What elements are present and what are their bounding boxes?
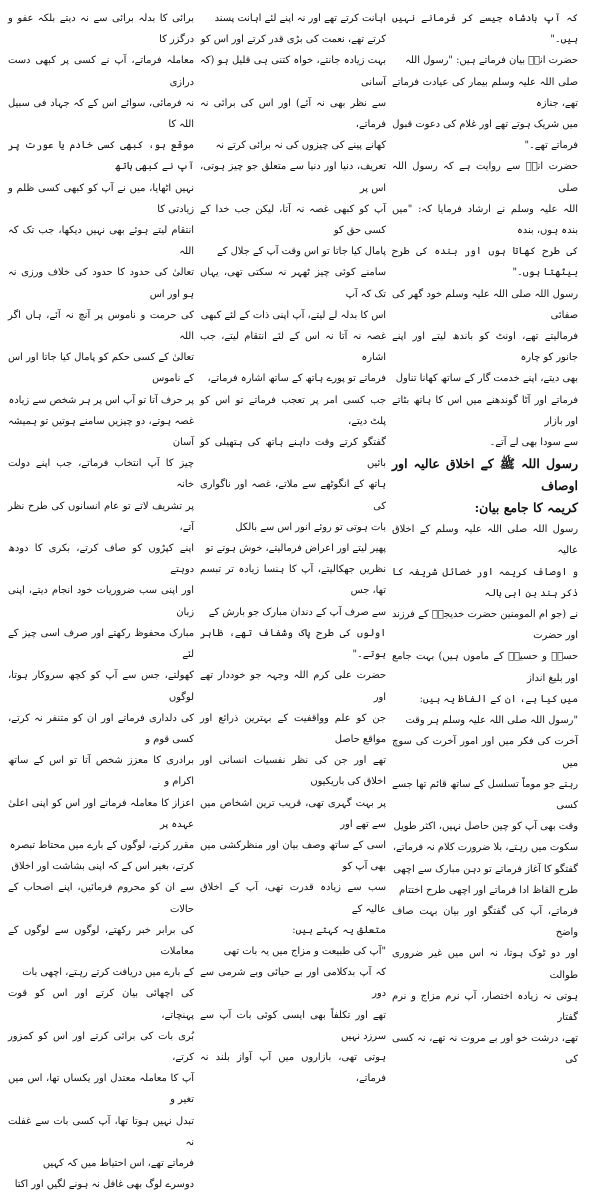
paragraph: حضرت علی کرم اللہ وجہہ جو خوددار تھے اور جن کو علم وواقفیت کے بہترین ذرائع اور مواقع حاصل تھے اور جن کی نظر نفسیات انسانی اور اخلاق کی باریکیوں پر بہت گہری تھی، قریب ترین اشخاص میں سے تھے اور اسی کے ساتھ وصف بیان اور منظرکشی میں بھی آپ کو سب سے زیادہ قدرت تھی، آپ کے اخلاق عالیہ کے متعلق یہ کہتے ہیں: <box>200 670 386 936</box>
column-right <box>392 8 578 1066</box>
paragraph: اہانت کرتے تھے اور نہ اپنے لئے اہانت پسند کرتے تھے، نعمت کی بڑی قدر کرتے اور اس کو بہت زیادہ جانتے، خواہ کتنی ہی قلیل ہو (کہ آسانی سے نظر بھی نہ آئے) اور اس کی برائی نہ فرماتے، کھانے پینے کی چیزوں کی نہ برائی کرتے نہ تعریف، دنیا اور دنیا سے متعلق جو چیز ہوتی، اس پر آپ کو کبھی غصہ نہ آتا، لیکن جب خدا کے کسی حق کو پامال کیا جاتا تو اس وقت آپ کے جلال کے سامنے کوئی چیز ٹھہر نہ سکتی تھی، یہاں تک کہ آپ اس کا بدلہ لے لیتے، آپ اپنی ذات کے لئے کبھی غصہ نہ آتا نہ اس کے لئے انتقام لیتے، جب اشارہ فرماتے تو پورے ہاتھ کے ساتھ اشارہ فرماتے، جب کسی امر پر تعجب فرماتے تو اس کو پلٹ دیتے، گفتگو کرتے وقت داہنے ہاتھ کی ہتھیلی کو بائیں ہاتھ کے انگوٹھے سے ملاتے، غصہ اور ناگواری کی بات ہوتی تو روئے انور اس سے بالکل پھیر لیتے اور اعراض فرمالیتے، خوش ہوتے تو نظریں جھکالیتے، آپ کا ہنسا زیادہ تر تبسم تھا، جس سے صرف آپ کے دندان مبارک جو بارش کے اولوں کی طرح پاک وشفاف تھے، ظاہر ہوتے۔" <box>200 13 386 661</box>
paragraph: رسول اللہ صلی اللہ علیہ وسلم کے اخلاق عالیہ و اوصاف کریمہ اور خصائل شریفہ کا ذکر ہند بن ابی ہالہ نے (جو ام المومنین حضرت خدیجہؓ کے فرزند اور حضرت حسنؓ و حسینؓ کے ماموں ہیں) بہت جامع اور بلیغ انداز میں کیا ہے، ان کے الفاظ یہ ہیں: "رسول اللہ صلی اللہ علیہ وسلم ہر وقت آخرت کی فکر میں اور امور آخرت کی سوچ میں رہتے جو موماً تسلسل کے ساتھ قائم تھا جسے کسی وقت بھی آپ کو چین حاصل نہیں، اکثر طویل سکوت میں رہتے، بلا ضرورت کلام نہ فرماتے، گفتگو کا آغاز فرماتے تو دہن مبارک سے اچھی طرح الفاظ ادا فرماتے اور اچھی طرح اختتام فرماتے، آپ کی گفتگو اور بیان بہت صاف واضح اور دو ٹوک ہوتا، نہ اس میں غیر ضروری طوالت ہوتی نہ زیادہ اختصار، آپ نرم مزاج و نرم گفتار تھے، درشت خو اور بے مروت نہ تھے، نہ کسی کی <box>392 524 578 1066</box>
section-heading: رسول اللہ ﷺ کے اخلاق عالیہ اور اوصاف کریمہ کا جامع بیان: <box>392 456 578 516</box>
paragraph: برائی کا بدلہ برائی سے نہ دیتے بلکہ عفو و درگزر کا معاملہ فرماتے، آپ نے کسی پر کبھی دست درازی نہ فرمائی، سوائے اس کے کہ جہاد فی سبیل اللہ کا موقع ہو، کبھی کسی خادم یا عورت پر آپ نے کبھی ہاتھ نہیں اٹھایا، میں نے آپ کو کبھی کسی ظلم و زیادتی کا انتقام لیتے ہوئے بھی نہیں دیکھا، جب تک کہ اللہ تعالیٰ کی حدود کا حدود کی خلاف ورزی نہ ہو اور اس کی حرمت و ناموس پر آنچ نہ آئے، ہاں اگر اللہ تعالیٰ کے کسی حکم کو پامال کیا جاتا اور اس کے ناموس پر حرف آتا تو آپ اس پر ہر شخص سے زیادہ غصہ ہوتے، دو چیزیں سامنے ہوتیں تو ہمیشہ آسان چیز کا آپ انتخاب فرماتے، جب اپنے دولت خانہ پر تشریف لاتے تو عام انسانوں کی طرح نظر آتے، اپنے کپڑوں کو صاف کرتے، بکری کا دودھ دوہتے اور اپنی سب ضروریات خود انجام دیتے، اپنی زبان مبارک محفوظ رکھتے اور صرف اسی چیز کے لئے کھولتے، جس سے آپ کو کچھ سروکار ہوتا، لوگوں کی دلداری فرماتے اور ان کو متنفر نہ کرتے، کسی قوم و برادری کا معزز شخص آتا تو اس کے ساتھ اکرام و اعزاز کا معاملہ فرماتے اور اس کو اپنی اعلیٰ عہدہ پر مقرر کرتے، لوگوں کے بارے میں محتاط تبصرہ کرتے، بغیر اس کے کہ اپنی بشاشت اور اخلاق سے ان کو محروم فرمائیں، اپنے اصحاب کے حالات کی برابر خبر رکھتے، لوگوں سے لوگوں کے معاملات کے بارے میں دریافت کرتے رہتے، اچھی بات کی اچھائی بیان کرتے اور اس کو قوت پہنچاتے، بُری بات کی برائی کرتے اور اس کو کمزور کرتے، آپ کا معاملہ معتدل اور یکساں تھا، اس میں تغیر و تبدل نہیں ہوتا تھا، آپ کسی بات سے غفلت نہ فرماتے تھے، اس احتیاط میں کہ کہیں دوسرے لوگ بھی غافل نہ ہونے لگیں اور اکتا <box>8 13 194 1191</box>
paragraph: "آپ کی طبیعت و مزاج میں یہ بات تھی کہ آپ بدکلامی اور بے حیائی وبے شرمی سے دور تھے اور تکلفاً بھی ایسی کوئی بات آپ سے سرزد نہیں ہوتی تھی، بازاروں میں آپ آواز بلند نہ فرماتے، <box>200 945 386 1085</box>
paragraph: کہ آپ بادشاہ جیسے کر فرمانے نہیں ہیں۔" حضرت انسؓ بیان فرماتے ہیں: "رسول اللہ صلی اللہ علیہ وسلم بیمار کی عیادت فرماتے تھے، جنازہ میں شریک ہوتے تھے اور غلام کی دعوت قبول فرماتے تھے۔" <box>392 13 578 152</box>
paragraph: حضرت انسؓ سے روایت ہے کہ رسول اللہ صلی اللہ علیہ وسلم نے ارشاد فرمایا کہ: "میں بندہ ہوں، بندہ کی طرح کھاتا ہوں اور بندہ کی طرح بیٹھتا ہوں۔" رسول اللہ صلی اللہ علیہ وسلم خود گھر کی صفائی فرمالیتے تھے، اونٹ کو باندھ لیتے اور اپنے جانور کو چارہ بھی دیتے، اپنے خدمت گار کے ساتھ کھانا تناول فرماتے اور آٹا گوندھنے میں اس کا ہاتھ بٹاتے اور بازار سے سودا بھی لے آتے۔ <box>392 161 578 449</box>
column-middle <box>200 8 386 1085</box>
column-left <box>8 8 194 1191</box>
